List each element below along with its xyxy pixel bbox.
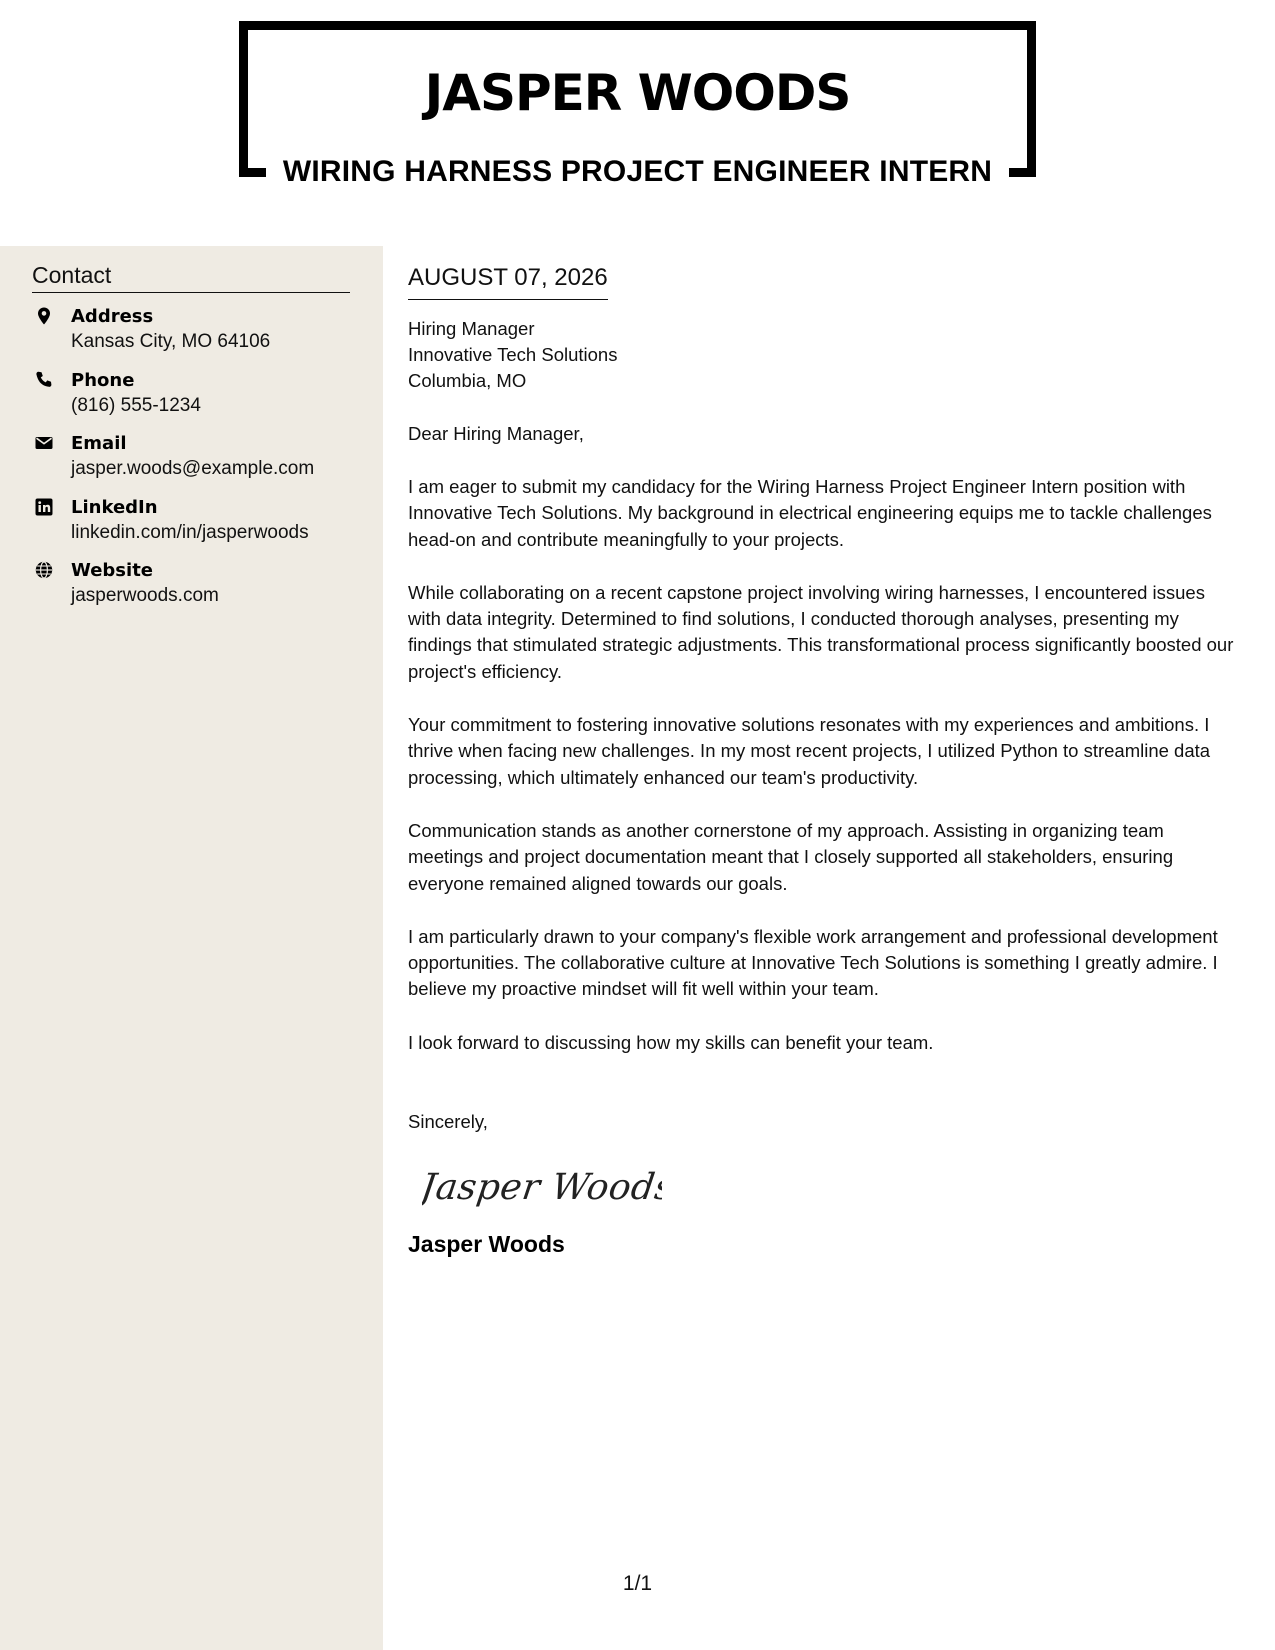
contact-label: Address xyxy=(71,306,154,327)
globe-icon xyxy=(35,561,53,579)
salutation: Dear Hiring Manager, xyxy=(408,423,584,444)
recipient-line: Innovative Tech Solutions xyxy=(408,344,618,365)
contact-label: Email xyxy=(71,433,127,454)
recipient-line: Columbia, MO xyxy=(408,370,527,391)
contact-item-address xyxy=(32,304,362,368)
closing: Sincerely, xyxy=(408,1111,488,1133)
contact-value[interactable]: linkedin.com/in/jasperwoods xyxy=(71,521,309,543)
letter-paragraph: Communication stands as another cornerstone of my approach. Assisting in organizing team meetings and project documentation meant that I closely supported all stakeholders, ensuring everyone remained aligned towards our goals. xyxy=(408,819,1174,894)
letter-body xyxy=(408,262,1238,1259)
page-number: 1/1 xyxy=(622,1572,653,1595)
letter-paragraph: I look forward to discussing how my skills can benefit your team. xyxy=(408,1031,934,1053)
letter-paragraph: I am particularly drawn to your company's flexible work arrangement and professional development opportunities. The collaborative culture at Innovative Tech Solutions is something I greatly admire. I believe my proactive mindset will fit well within your team. xyxy=(408,925,1218,1000)
contact-item-phone xyxy=(32,368,362,432)
contact-list xyxy=(32,304,362,622)
letter-paragraph: Your commitment to fostering innovative solutions resonates with my experiences and ambitions. I thrive when facing new challenges. In my most recent projects, I utilized Python to streamline data processing, which ultimately enhanced our team's productivity. xyxy=(408,714,1211,788)
job-title: WIRING HARNESS PROJECT ENGINEER INTERN xyxy=(282,155,993,188)
applicant-name: JASPER WOODS xyxy=(424,64,851,122)
map-pin-icon xyxy=(35,307,53,325)
contact-label: LinkedIn xyxy=(71,496,158,518)
contact-item-linkedin xyxy=(32,495,362,559)
contact-label: Phone xyxy=(71,369,135,391)
svg-text:Jasper Woods: Jasper Woods xyxy=(422,1165,662,1209)
handwritten-signature xyxy=(422,1153,662,1217)
contact-heading: Contact xyxy=(32,260,350,293)
envelope-icon xyxy=(35,434,53,452)
contact-label: Website xyxy=(71,560,154,581)
letter-paragraph: I am eager to submit my candidacy for the Wiring Harness Project Engineer Intern position with Innovative Tech Solutions. My background in electrical engineering equips me to tackle challenges head-on and contribute meaningfully to your projects. xyxy=(408,476,1212,550)
contact-value[interactable]: jasperwoods.com xyxy=(71,585,219,606)
recipient-line: Hiring Manager xyxy=(408,318,535,339)
letter-paragraph: While collaborating on a recent capstone project involving wiring harnesses, I encountered issues with data integrity. Determined to find solutions, I conducted thorough analyses, presenting my findings that stimulated strategic adjustments. This transformational process significantly boosted our project's efficiency. xyxy=(408,581,1234,682)
contact-value: Kansas City, MO 64106 xyxy=(71,331,271,352)
linkedin-icon xyxy=(35,498,53,516)
contact-value[interactable]: jasper.woods@example.com xyxy=(71,458,315,479)
phone-icon xyxy=(35,371,53,389)
letter-date: AUGUST 07, 2026 xyxy=(408,262,608,300)
recipient-block xyxy=(408,316,1238,394)
contact-item-website xyxy=(32,558,362,622)
contact-value: (816) 555-1234 xyxy=(71,394,201,416)
contact-item-email xyxy=(32,431,362,495)
signer-name: Jasper Woods xyxy=(408,1231,565,1258)
